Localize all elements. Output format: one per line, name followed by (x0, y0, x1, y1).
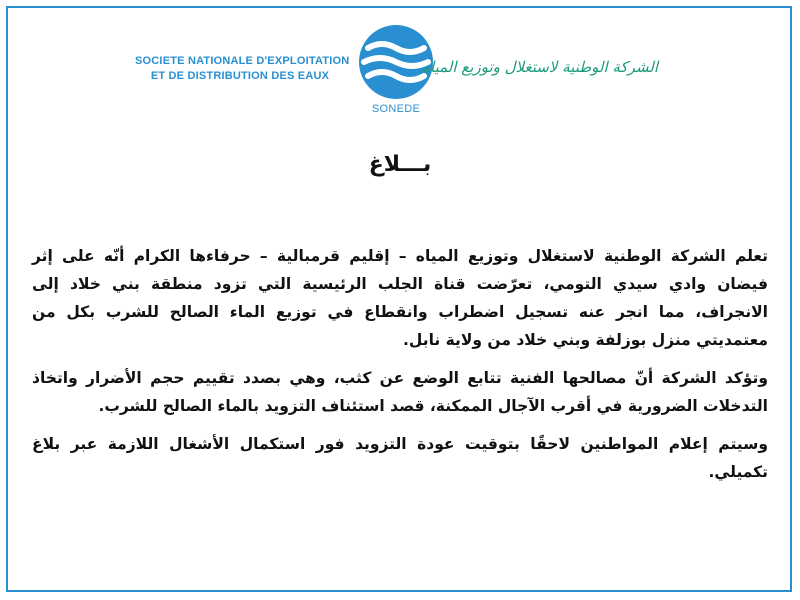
company-name-arabic: الشركة الوطنية لاستغلال وتوزيع المياه (422, 58, 658, 76)
paragraph-2: وتؤكد الشركة أنّ مصالحها الفنية تتابع الوضع عن كثب، وهي بصدد تقييم حجم الأضرار واتخاذ التدخلات الضرورية في أقرب الآجال الممكنة، قصد استئناف التزويد بالماء الصالح للشرب. (32, 369, 768, 415)
company-name-french-line1: SOCIETE NATIONALE D'EXPLOITATION (135, 55, 350, 67)
company-name-french (135, 54, 350, 84)
company-name-french-line2: ET DE DISTRIBUTION DES EAUX (150, 70, 330, 82)
logo-text: SONEDE (371, 103, 421, 115)
page-title: بـــلاغ (368, 152, 432, 177)
announcement-body (32, 242, 768, 496)
paragraph-1: تعلم الشركة الوطنية لاستغلال وتوزيع المياه – إقليم قرمبالية – حرفاءها الكرام أنّه على إثر فيضان وادي سيدي التومي، تعرّضت قناة الجلب الرئيسية التي تزود منطقة بني خلاد إلى الانجراف، مما انجر عنه تسجيل اضطراب وانقطاع في توزيع الماء الصالح للشرب بكل من معتمديتي منزل بوزلفة وبني خلاد من ولاية نابل. (32, 247, 768, 349)
paragraph-3: وسيتم إعلام المواطنين لاحقًا بتوقيت عودة التزويد فور استكمال الأشغال اللازمة عبر بلاغ تكميلي. (32, 435, 768, 481)
